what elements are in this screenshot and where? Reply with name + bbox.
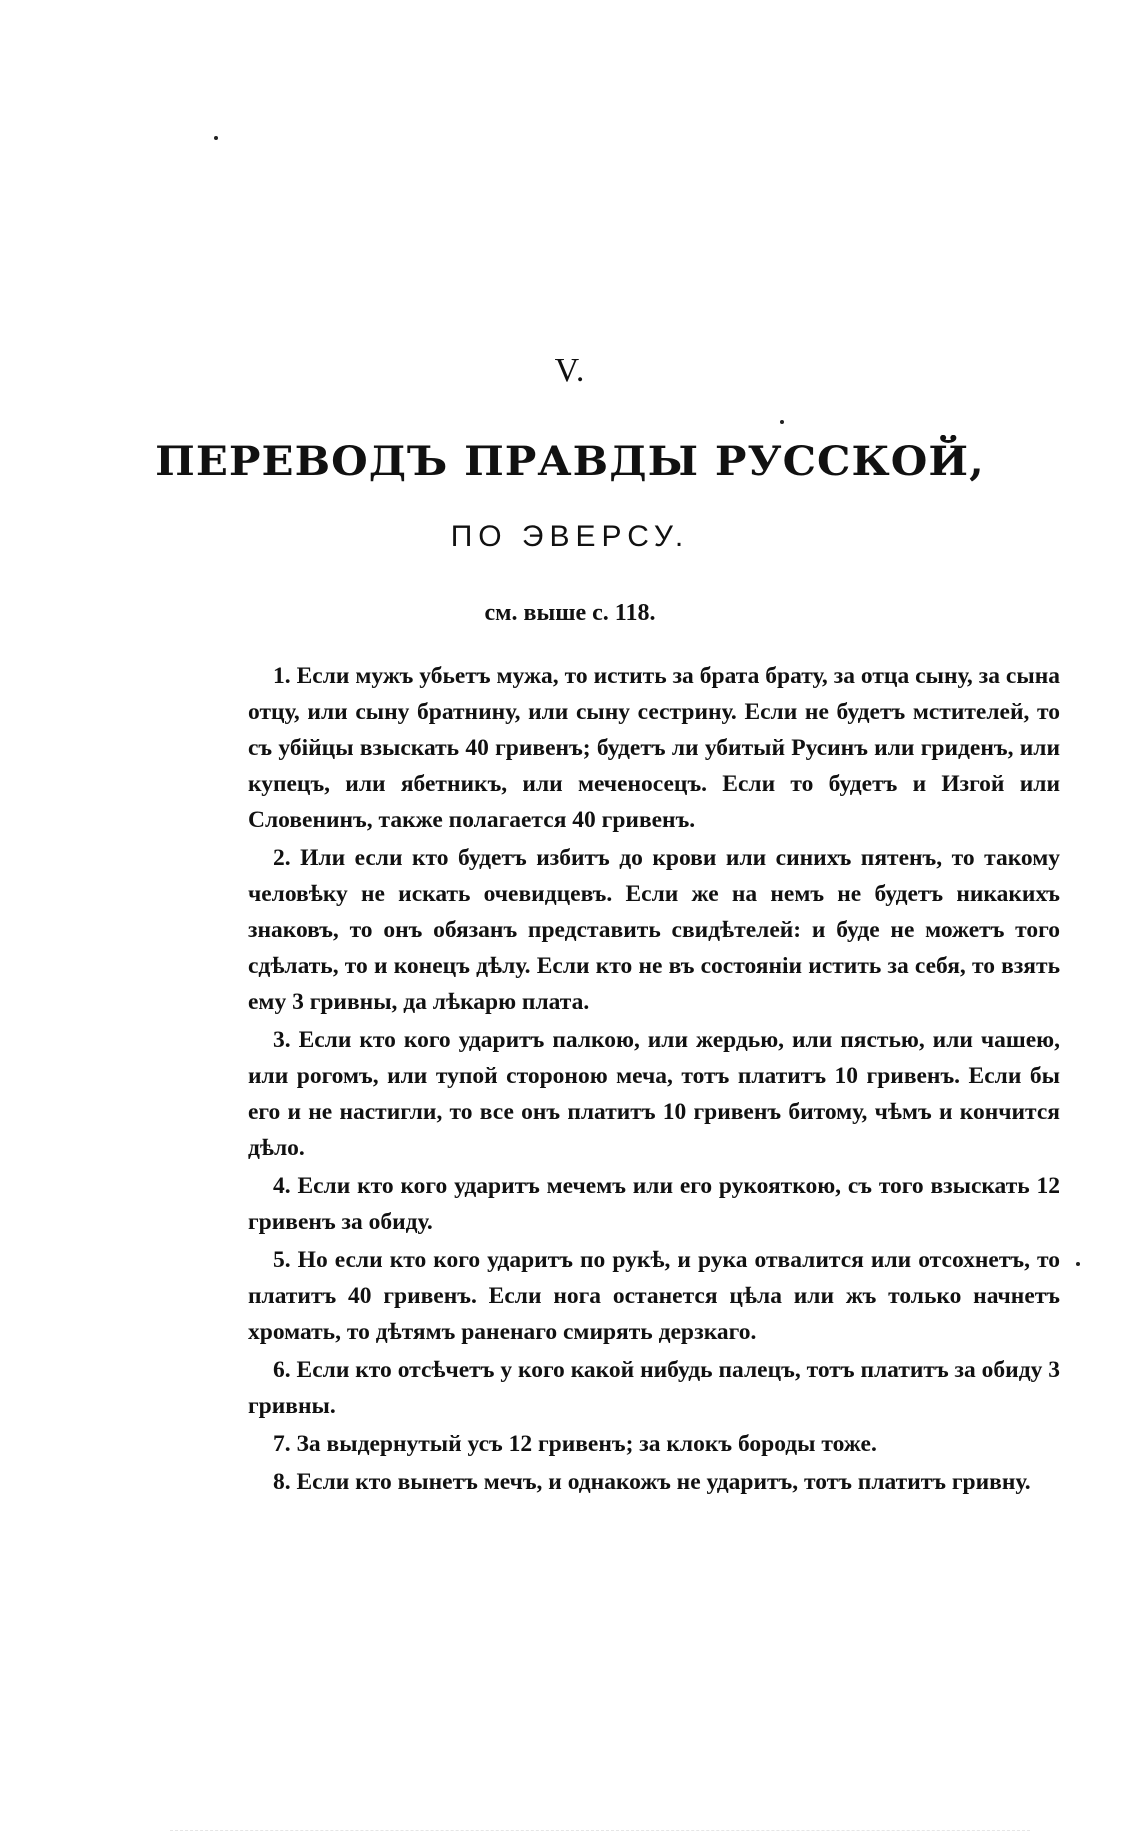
- body-text: [248, 658, 1060, 1502]
- page-subtitle: ПО ЭВЕРСУ.: [450, 520, 690, 553]
- reference-note: см. выше с. 118.: [484, 600, 656, 626]
- paragraph-2: 2. Или если кто будетъ избитъ до крови или синихъ пятенъ, то такому человѣку не искать очевидцевъ. Если же на немъ не будетъ никакихъ знаковъ, то онъ обязанъ представить свидѣтелей: и буде не можетъ того сдѣлать, то и конецъ дѣлу. Если кто не въ состояніи истить за себя, то взять ему 3 гривны, да лѣкарю плата.: [248, 845, 1060, 1015]
- page-title: ПЕРЕВОДЪ ПРАВДЫ РУССКОЙ,: [155, 438, 985, 485]
- paragraph-4: 4. Если кто кого ударитъ мечемъ или его рукояткою, съ того взыскать 12 гривенъ за обиду.: [248, 1173, 1060, 1235]
- section-number: V.: [554, 352, 586, 389]
- paragraph-1: 1. Если мужъ убьетъ мужа, то истить за брата брату, за отца сыну, за сына отцу, или сыну братнину, или сыну сестрину. Если не будетъ мстителей, то съ убійцы взыскать 40 гривенъ; будетъ ли убитый Русинъ или гриденъ, или купецъ, или ябетникъ, или меченосецъ. Если то будетъ и Изгой или Словенинъ, также полагается 40 гривенъ.: [248, 663, 1060, 833]
- paragraph-7: 7. За выдернутый усъ 12 гривенъ; за клокъ бороды тоже.: [273, 1431, 877, 1457]
- page-bottom-edge: [170, 1830, 1030, 1831]
- paragraph-5: 5. Но если кто кого ударитъ по рукѣ, и рука отвалится или отсохнетъ, то платитъ 40 гривенъ. Если нога останется цѣла или жъ только начнетъ хромать, то дѣтямъ раненаго смирять дерзкаго.: [248, 1247, 1060, 1345]
- ink-speck: [214, 136, 218, 140]
- paragraph-3: 3. Если кто кого ударитъ палкою, или жердью, или пястью, или чашею, или рогомъ, или тупой стороною меча, тотъ платитъ 10 гривенъ. Если бы его и не настигли, то все онъ платитъ 10 гривенъ битому, чѣмъ и кончится дѣло.: [248, 1027, 1060, 1161]
- ink-speck: [1076, 1262, 1080, 1266]
- paragraph-6: 6. Если кто отсѣчетъ у кого какой нибудь палецъ, тотъ платитъ за обиду 3 гривны.: [248, 1357, 1060, 1419]
- paragraph-8: 8. Если кто вынетъ мечъ, и однакожъ не ударитъ, тотъ платитъ гривну.: [273, 1469, 1031, 1495]
- ink-speck: [780, 420, 784, 424]
